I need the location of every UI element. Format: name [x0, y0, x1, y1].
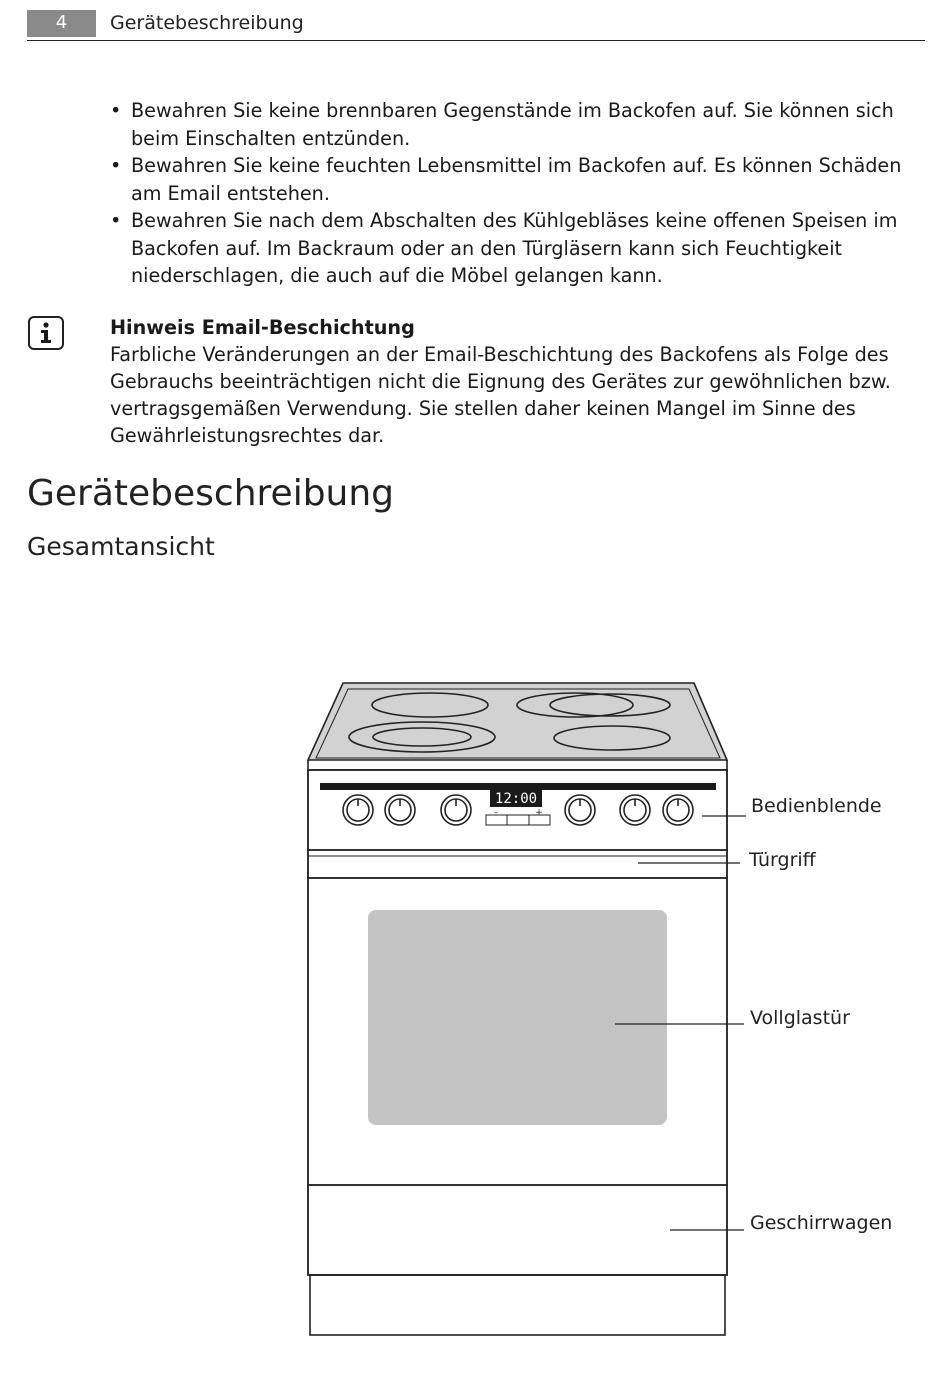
running-title: Gerätebeschreibung — [110, 12, 304, 34]
info-icon — [28, 316, 64, 350]
note-box — [110, 314, 925, 449]
section-subheading: Gesamtansicht — [27, 532, 215, 561]
bullet-item: • Bewahren Sie nach dem Abschalten des Kühlgebläses keine offenen Speisen im Backofen auf. Im Backraum oder an den Türgläsern kann sich Feuchtigkeit niederschlagen, die auch auf die Möbel gelangen kann. — [108, 207, 928, 290]
callout-glass-door: Vollglastür — [750, 1007, 850, 1029]
callout-control-panel: Bedienblende — [751, 795, 882, 817]
display-time: 12:00 — [494, 791, 538, 807]
bullet-item: • Bewahren Sie keine brennbaren Gegenstände im Backofen auf. Sie können sich beim Einschalten entzünden. — [108, 97, 928, 152]
display-plus: + — [535, 808, 543, 818]
plinth — [310, 1275, 725, 1335]
section-heading: Gerätebeschreibung — [27, 473, 395, 514]
bullet-item: • Bewahren Sie keine feuchten Lebensmittel im Backofen auf. Es können Schäden am Email entstehen. — [108, 152, 928, 207]
page-header — [27, 10, 925, 41]
display-minus: – — [493, 808, 499, 818]
safety-bullet-list — [108, 97, 928, 290]
note-body: Farbliche Veränderungen an der Email-Beschichtung des Backofens als Folge des Gebrauchs beeinträchtigen nicht die Eignung des Gerätes zur gewöhnlichen bzw. vertragsgemäßen Verwendung. Sie stellen daher keinen Mangel im Sinne des Gewährleistungsrechtes dar. — [110, 343, 891, 447]
glass-window — [368, 910, 667, 1125]
callout-drawer: Geschirrwagen — [750, 1212, 893, 1234]
note-title: Hinweis Email-Beschichtung — [110, 316, 415, 339]
callout-door-handle: Türgriff — [749, 849, 816, 871]
oven-illustration — [290, 670, 750, 1350]
page-number: 4 — [27, 10, 96, 37]
